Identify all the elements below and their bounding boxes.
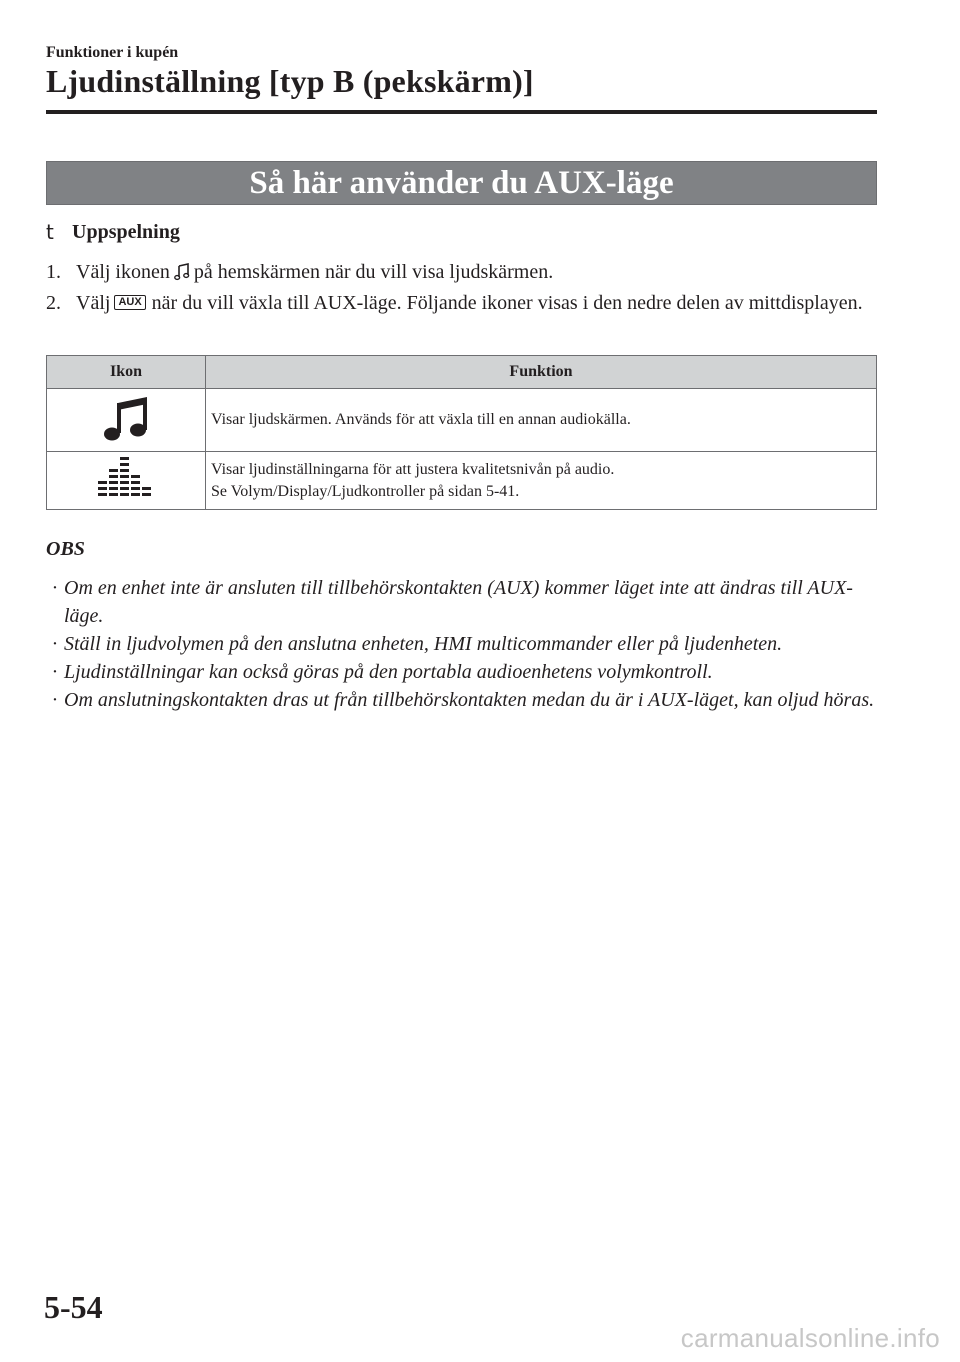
column-header-function: Funktion <box>206 356 877 389</box>
page-number: 5-54 <box>44 1289 103 1325</box>
music-note-icon <box>101 430 151 447</box>
section-banner: Så här använder du AUX-läge <box>46 161 877 205</box>
bullet: · <box>51 661 59 683</box>
step-text <box>76 289 876 317</box>
section-label: Funktioner i kupén <box>46 44 179 61</box>
step-text-before: Välj <box>76 292 111 314</box>
chapter-title: Ljudinställning [typ B (pekskärm)] <box>46 63 534 99</box>
list-item <box>46 574 876 630</box>
note-text: Ställ in ljudvolymen på den anslutna enheten, HMI multicommander eller på ljudenheten. <box>64 633 783 655</box>
function-text: Visar ljudskärmen. Används för att växla till en annan audiokälla. <box>211 411 631 428</box>
table-row <box>47 452 877 510</box>
bullet: · <box>51 689 59 711</box>
step-text-after: när du vill växla till AUX-läge. Följande ikoner visas i den nedre delen av mittdisplayen. <box>151 292 863 314</box>
step-number: 1. <box>46 261 61 283</box>
equalizer-icon <box>98 488 154 505</box>
watermark-text: carmanualsonline.info <box>680 1323 940 1353</box>
list-item <box>46 289 876 317</box>
notes-list <box>46 574 876 714</box>
subsection-heading <box>46 220 180 244</box>
icon-cell <box>47 389 206 452</box>
steps-list <box>46 258 876 317</box>
step-text-after: på hemskärmen när du vill visa ljudskärmen. <box>193 261 554 283</box>
icon-function-table <box>46 355 877 510</box>
note-text: Om anslutningskontakten dras ut från tillbehörskontakten medan du är i AUX-läget, kan oljud höras. <box>64 689 875 711</box>
step-text <box>76 258 876 289</box>
table-header-row <box>47 356 877 389</box>
aux-icon: AUX <box>114 295 145 310</box>
list-item <box>46 630 876 658</box>
function-text: Visar ljudinställningarna för att justera kvalitetsnivån på audio. <box>211 460 615 478</box>
chapter-divider <box>46 110 877 114</box>
step-text-before: Välj ikonen <box>76 261 170 283</box>
icon-cell <box>47 452 206 510</box>
list-item <box>46 258 876 289</box>
note-label: OBS <box>46 538 85 560</box>
function-cell <box>206 389 877 452</box>
bullet: · <box>51 633 59 655</box>
subsection-marker: t <box>46 220 54 244</box>
note-text: Om en enhet inte är ansluten till tillbehörskontakten (AUX) kommer läget inte att ändras till AUX-läge. <box>64 577 853 627</box>
table-row <box>47 389 877 452</box>
list-item <box>46 686 876 714</box>
note-text: Ljudinställningar kan också göras på den portabla audioenhetens volymkontroll. <box>64 661 713 683</box>
step-number: 2. <box>46 292 61 314</box>
list-item <box>46 658 876 686</box>
music-note-icon <box>174 261 190 289</box>
cross-reference-text: Se Volym/Display/Ljudkontroller på sidan 5-41. <box>211 482 520 500</box>
subsection-title: Uppspelning <box>72 220 180 243</box>
bullet: · <box>51 577 59 599</box>
function-cell <box>206 452 877 510</box>
column-header-icon: Ikon <box>47 356 206 389</box>
